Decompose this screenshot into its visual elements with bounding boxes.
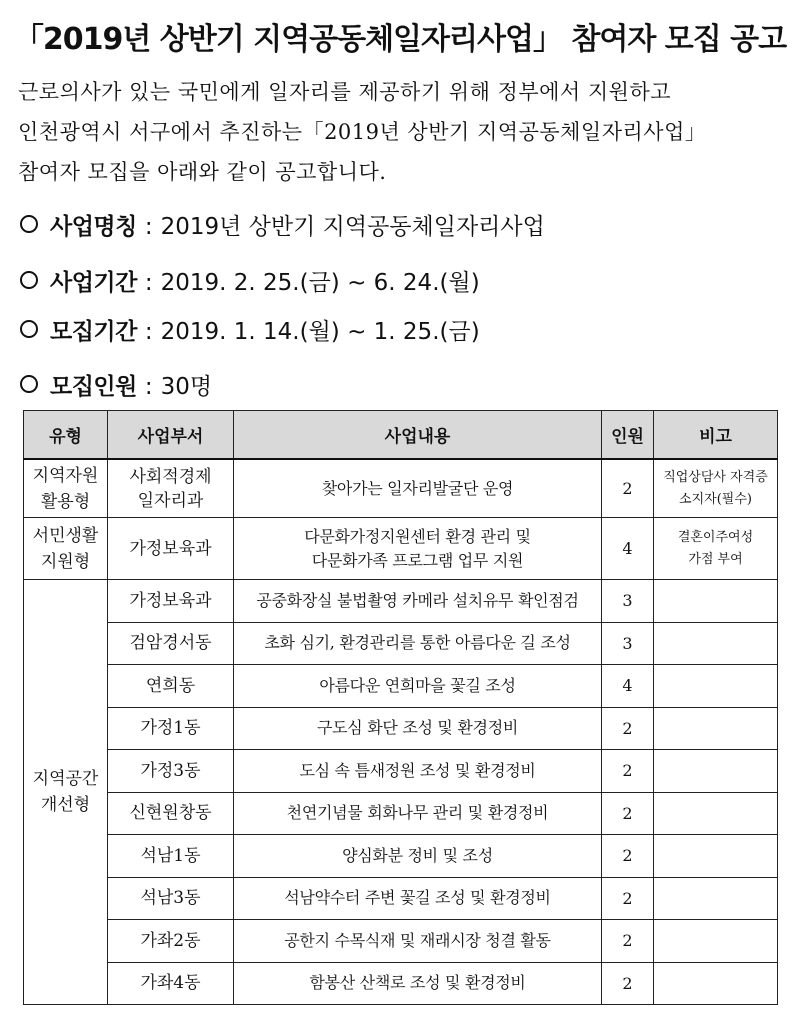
cell-note — [654, 665, 778, 708]
cell-content: 공한지 수목식재 및 재래시장 청결 활동 — [234, 920, 602, 963]
intro-paragraph — [18, 72, 788, 192]
cell-note: 직업상담사 자격증 소지자(필수) — [654, 459, 778, 518]
cell-type: 지역공간 개선형 — [24, 580, 108, 1005]
table-row — [24, 580, 778, 623]
table-header-row — [24, 411, 778, 460]
cell-note: 결혼이주여성 가점 부여 — [654, 518, 778, 580]
cell-note — [654, 835, 778, 878]
cell-dept: 가정1동 — [108, 707, 234, 750]
table-row — [24, 518, 778, 580]
circle-bullet-icon — [20, 375, 38, 393]
cell-content: 다문화가정지원센터 환경 관리 및 다문화가족 프로그램 업무 지원 — [234, 518, 602, 580]
bullet-label: 모집인원 — [50, 374, 137, 400]
table-row — [24, 877, 778, 920]
table-row — [24, 962, 778, 1005]
circle-bullet-icon — [20, 271, 38, 289]
bullet-value: 2019. 2. 25.(금) ~ 6. 24.(월) — [160, 270, 480, 296]
bullet-value: 2019. 1. 14.(월) ~ 1. 25.(금) — [160, 319, 480, 345]
header-count: 인원 — [602, 411, 654, 460]
bullet-label: 사업기간 — [50, 270, 137, 296]
cell-note — [654, 750, 778, 793]
cell-content: 초화 심기, 환경관리를 통한 아름다운 길 조성 — [234, 622, 602, 665]
cell-count: 2 — [602, 962, 654, 1005]
cell-count: 4 — [602, 518, 654, 580]
header-dept: 사업부서 — [108, 411, 234, 460]
cell-dept: 가정보육과 — [108, 580, 234, 623]
cell-type: 서민생활 지원형 — [24, 518, 108, 580]
bullet-business-period: 사업기간 : 2019. 2. 25.(금) ~ 6. 24.(월) — [20, 264, 480, 297]
cell-count: 2 — [602, 877, 654, 920]
table-row — [24, 835, 778, 878]
cell-content: 함봉산 산책로 조성 및 환경정비 — [234, 962, 602, 1005]
cell-count: 2 — [602, 459, 654, 518]
cell-note — [654, 792, 778, 835]
cell-count: 2 — [602, 707, 654, 750]
table-row — [24, 920, 778, 963]
cell-count: 2 — [602, 920, 654, 963]
recruitment-table — [23, 410, 778, 1005]
cell-content: 천연기념물 회화나무 관리 및 환경정비 — [234, 792, 602, 835]
cell-note — [654, 877, 778, 920]
cell-content: 석남약수터 주변 꽃길 조성 및 환경정비 — [234, 877, 602, 920]
cell-dept: 신현원창동 — [108, 792, 234, 835]
cell-dept: 가정보육과 — [108, 518, 234, 580]
cell-count: 2 — [602, 835, 654, 878]
table-row — [24, 750, 778, 793]
cell-dept: 석남3동 — [108, 877, 234, 920]
cell-content: 아름다운 연희마을 꽃길 조성 — [234, 665, 602, 708]
header-note: 비고 — [654, 411, 778, 460]
table-row — [24, 665, 778, 708]
cell-type: 지역자원 활용형 — [24, 459, 108, 518]
cell-note — [654, 920, 778, 963]
cell-dept: 석남1동 — [108, 835, 234, 878]
intro-line: 참여자 모집을 아래와 같이 공고합니다. — [18, 160, 387, 184]
cell-dept: 검암경서동 — [108, 622, 234, 665]
circle-bullet-icon — [20, 215, 38, 233]
cell-dept: 연희동 — [108, 665, 234, 708]
cell-dept: 사회적경제 일자리과 — [108, 459, 234, 518]
table-row — [24, 792, 778, 835]
cell-content: 찾아가는 일자리발굴단 운영 — [234, 459, 602, 518]
cell-dept: 가정3동 — [108, 750, 234, 793]
cell-count: 4 — [602, 665, 654, 708]
bullet-recruit-period: 모집기간 : 2019. 1. 14.(월) ~ 1. 25.(금) — [20, 313, 480, 346]
cell-content: 공중화장실 불법촬영 카메라 설치유무 확인점검 — [234, 580, 602, 623]
table-row — [24, 622, 778, 665]
cell-content: 도심 속 틈새정원 조성 및 환경정비 — [234, 750, 602, 793]
table-row — [24, 459, 778, 518]
bullet-label: 사업명칭 — [50, 214, 137, 240]
bullet-value: 2019년 상반기 지역공동체일자리사업 — [160, 214, 545, 240]
intro-line: 근로의사가 있는 국민에게 일자리를 제공하기 위해 정부에서 지원하고 — [18, 80, 672, 104]
cell-content: 양심화분 정비 및 조성 — [234, 835, 602, 878]
cell-note — [654, 962, 778, 1005]
bullet-business-name: 사업명칭 : 2019년 상반기 지역공동체일자리사업 — [20, 208, 545, 241]
bullet-recruit-count: 모집인원 : 30명 — [20, 368, 212, 401]
cell-dept: 가좌2동 — [108, 920, 234, 963]
header-content: 사업내용 — [234, 411, 602, 460]
cell-dept: 가좌4동 — [108, 962, 234, 1005]
cell-content: 구도심 화단 조성 및 환경정비 — [234, 707, 602, 750]
cell-note — [654, 707, 778, 750]
bullet-value: 30명 — [160, 374, 213, 400]
table-row — [24, 707, 778, 750]
header-type: 유형 — [24, 411, 108, 460]
cell-count: 2 — [602, 750, 654, 793]
intro-line: 인천광역시 서구에서 추진하는「2019년 상반기 지역공동체일자리사업」 — [18, 120, 707, 144]
cell-count: 3 — [602, 622, 654, 665]
bullet-label: 모집기간 — [50, 319, 137, 345]
cell-count: 2 — [602, 792, 654, 835]
cell-note — [654, 580, 778, 623]
circle-bullet-icon — [20, 320, 38, 338]
page-title: 「2019년 상반기 지역공동체일자리사업」 참여자 모집 공고 — [13, 22, 787, 57]
cell-count: 3 — [602, 580, 654, 623]
cell-note — [654, 622, 778, 665]
